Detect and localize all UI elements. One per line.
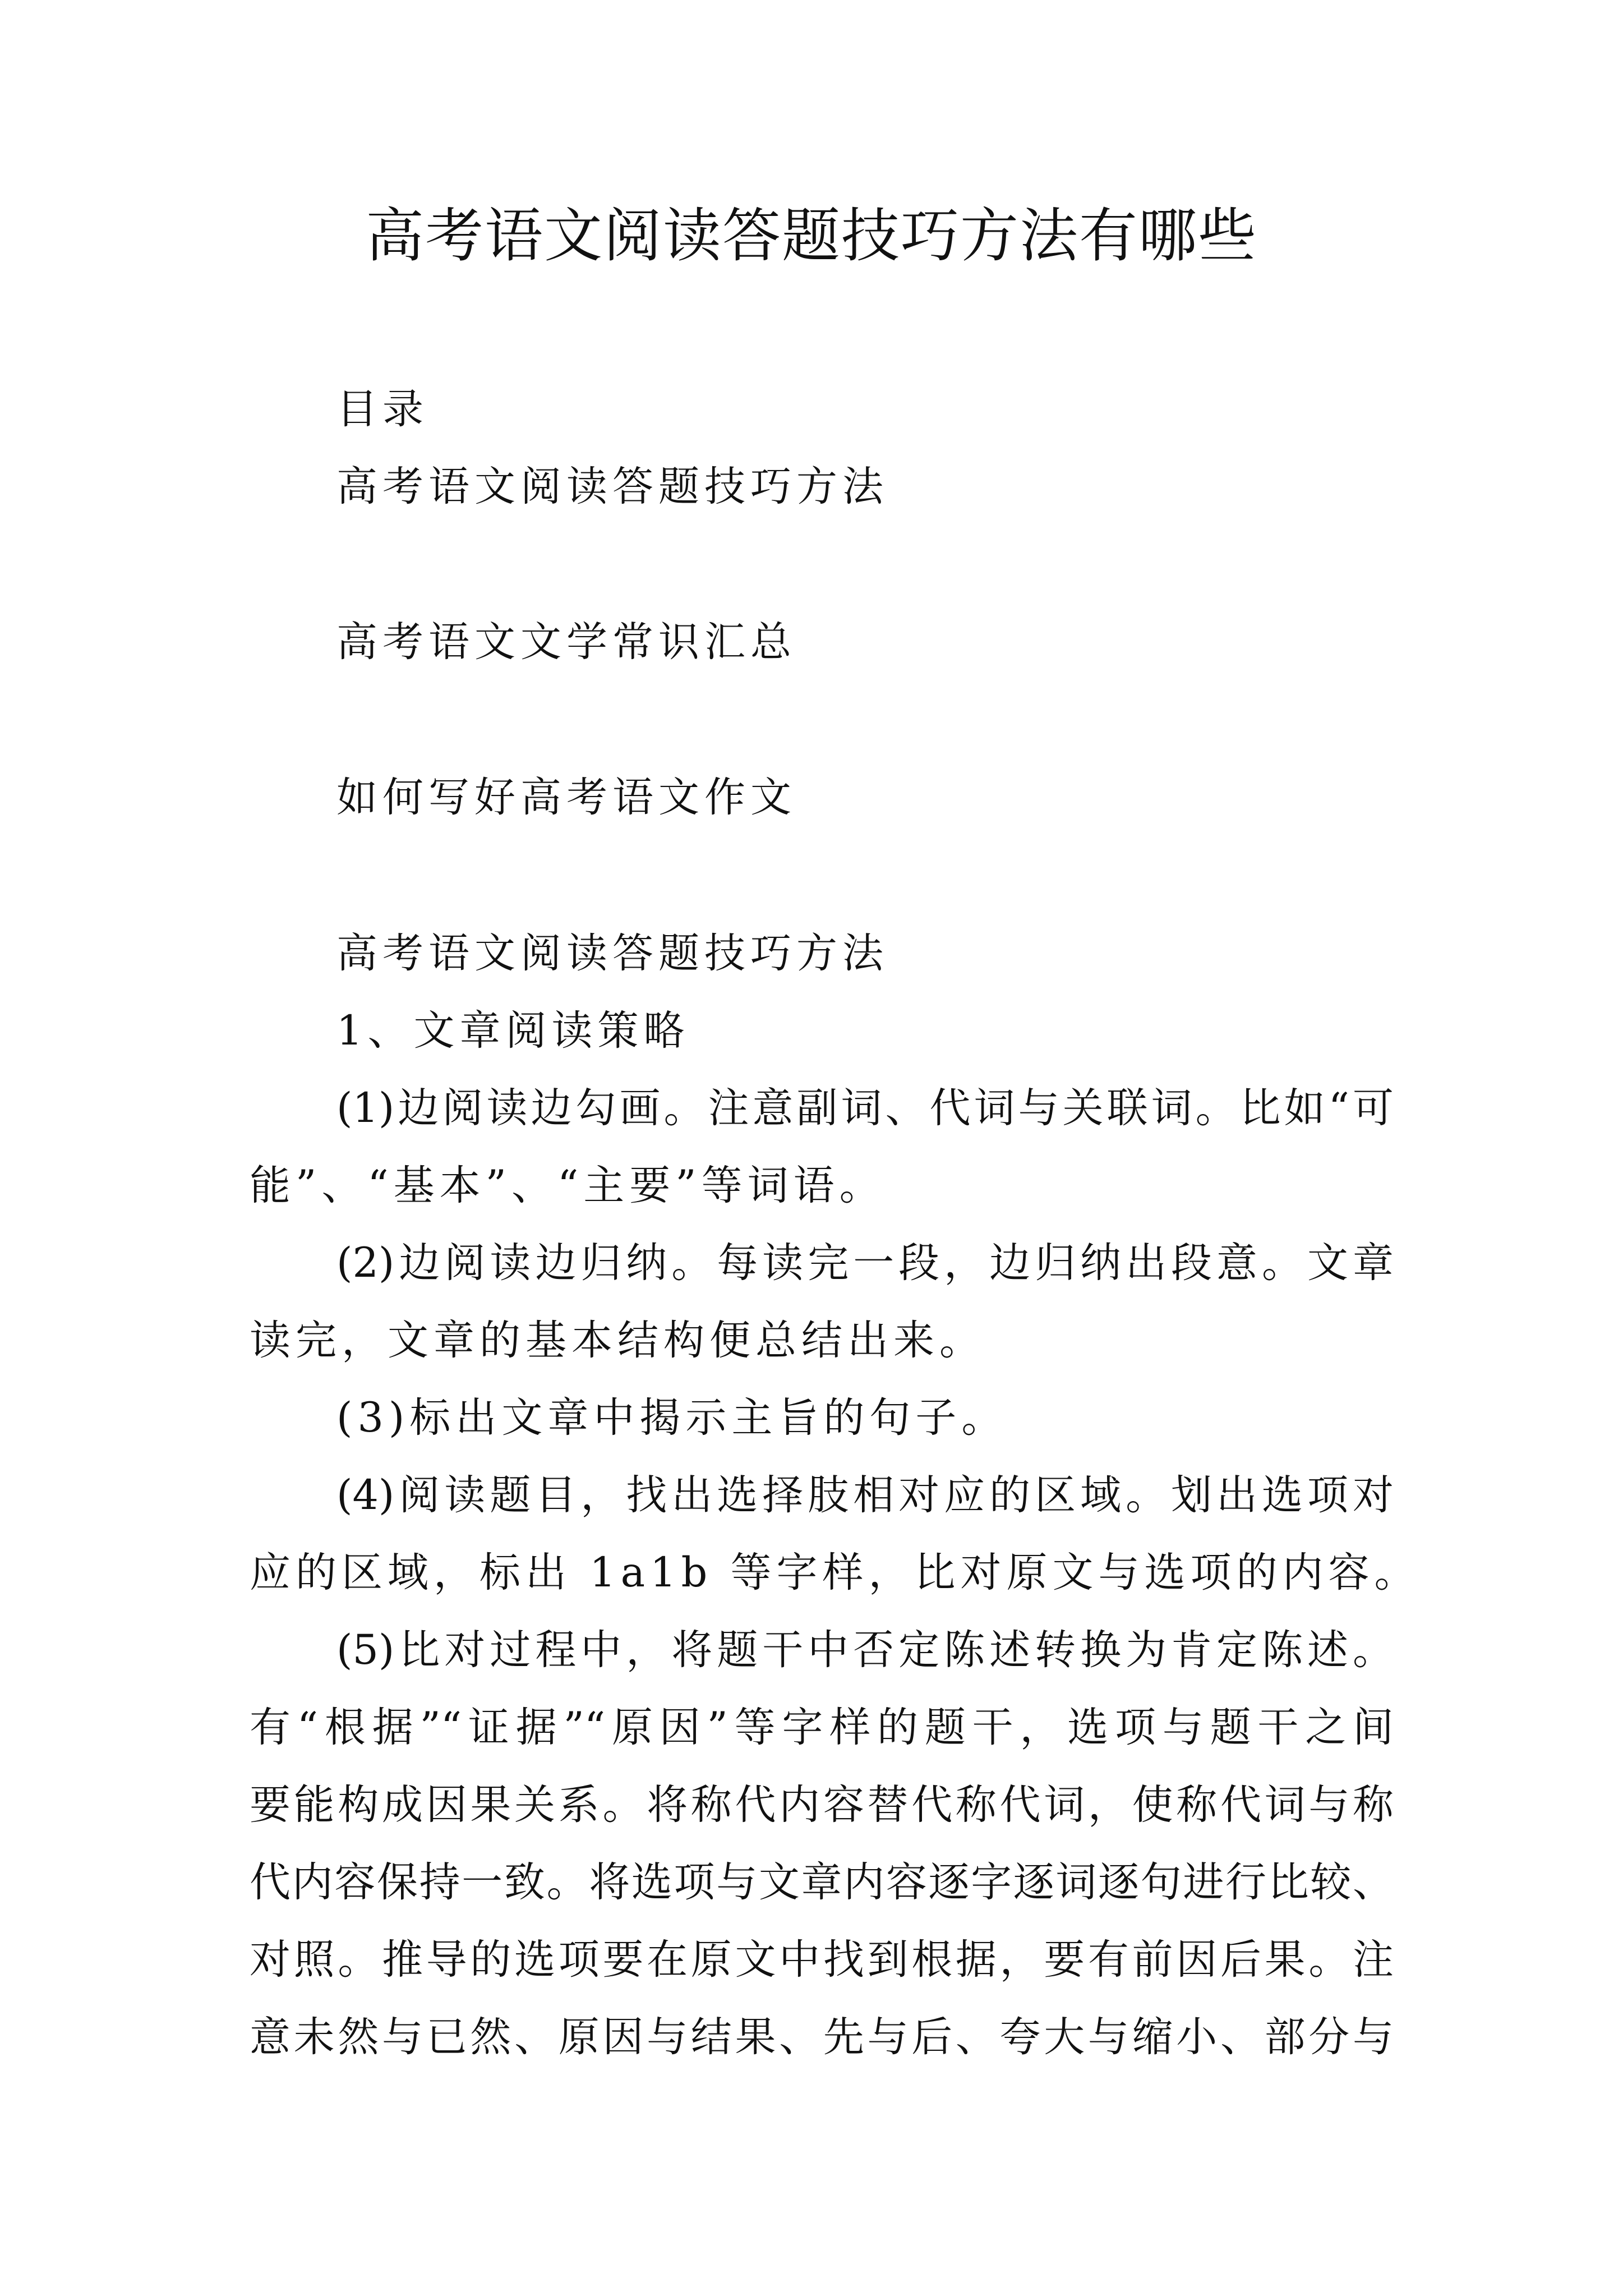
paragraph-line: 能”、“基本”、“主要”等词语。 — [250, 1162, 886, 1209]
document-title: 高考语文阅读答题技巧方法有哪些 — [365, 201, 1257, 270]
paragraph-line: (1)边阅读边勾画。注意副词、代词与关联词。比如“可 — [336, 1084, 1394, 1132]
toc-item-essay-writing[interactable]: 如何写好高考语文作文 — [336, 774, 796, 821]
paragraph-line: (2)边阅读边归纳。每读完一段，边归纳出段意。文章 — [336, 1239, 1394, 1287]
toc-heading: 目录 — [336, 385, 428, 433]
paragraph-line: 要能构成因果关系。将称代内容替代称代词，使称代词与称 — [250, 1781, 1394, 1829]
paragraph-line: 意未然与已然、原因与结果、先与后、夸大与缩小、部分与 — [250, 2013, 1394, 2061]
paragraph-line: 代内容保持一致。将选项与文章内容逐字逐词逐句进行比较、 — [250, 1858, 1394, 1906]
toc-item-reading-tips[interactable]: 高考语文阅读答题技巧方法 — [336, 463, 888, 510]
paragraph-line: 有“根据”“证据”“原因”等字样的题干，选项与题干之间 — [250, 1704, 1394, 1751]
toc-item-literature-knowledge[interactable]: 高考语文文学常识汇总 — [336, 618, 796, 666]
section-subheading: 1、文章阅读策略 — [336, 1007, 690, 1055]
paragraph-line: (5)比对过程中，将题干中否定陈述转换为肯定陈述。 — [336, 1626, 1394, 1674]
paragraph-line: (4)阅读题目，找出选择肢相对应的区域。划出选项对 — [336, 1471, 1394, 1519]
section-heading: 高考语文阅读答题技巧方法 — [336, 930, 888, 977]
paragraph-line: 对照。推导的选项要在原文中找到根据，要有前因后果。注 — [250, 1936, 1394, 1984]
paragraph-line: 应的区域，标出 1a1b 等字样，比对原文与选项的内容。 — [250, 1549, 1421, 1596]
paragraph-line: 读完，文章的基本结构便总结出来。 — [250, 1317, 985, 1364]
paragraph-line: (3)标出文章中揭示主旨的句子。 — [336, 1394, 1008, 1442]
